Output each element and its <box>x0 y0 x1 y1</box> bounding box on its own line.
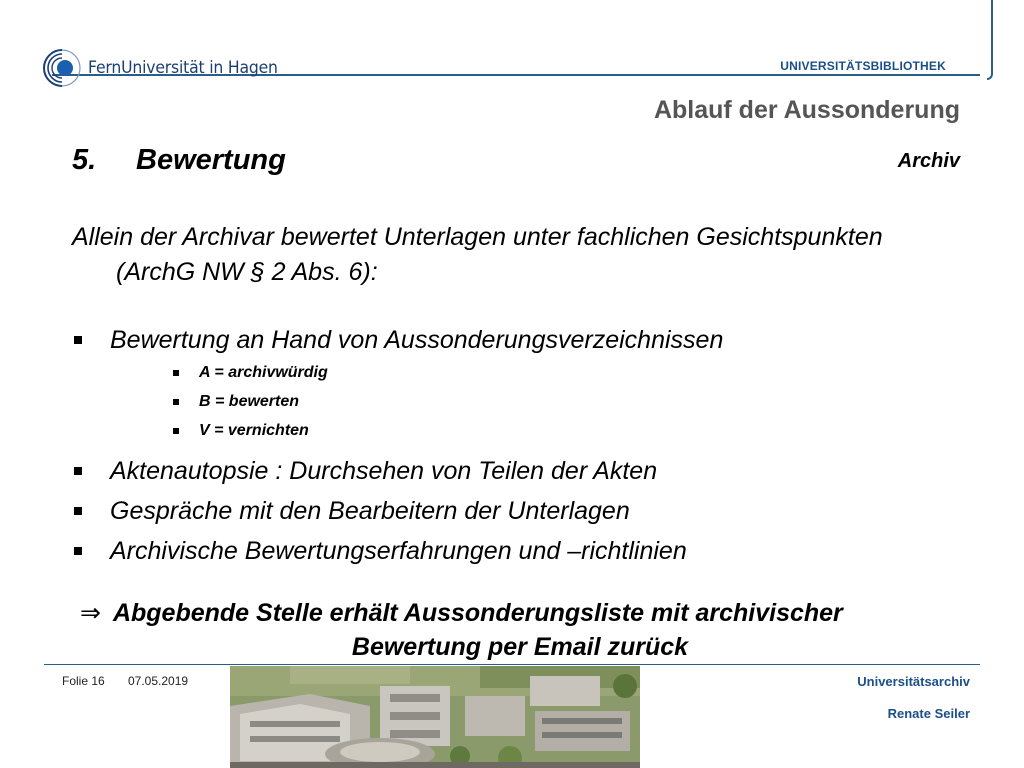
bullet-text: Archivische Bewertungserfahrungen und –richtlinien <box>110 537 687 565</box>
library-label: UNIVERSITÄTSBIBLIOTHEK <box>780 59 946 73</box>
sub-bullet-square-icon <box>173 428 179 434</box>
conclusion <box>80 596 960 664</box>
sub-list <box>72 360 723 447</box>
heading-title: Bewertung <box>136 144 286 176</box>
section-title: Ablauf der Aussonderung <box>653 96 960 124</box>
sub-item-text: B = bewerten <box>199 393 300 410</box>
conclusion-line-1 <box>80 596 960 630</box>
slide-heading <box>72 144 286 177</box>
campus-aerial-image <box>230 666 640 768</box>
bullet-text: Aktenautopsie : Durchsehen von Teilen der Akten <box>110 457 658 485</box>
bullet-item <box>72 533 723 573</box>
sub-list-item <box>72 418 723 447</box>
sub-bullet-square-icon <box>173 370 179 376</box>
sub-item-text: A = archivwürdig <box>199 364 328 381</box>
sub-bullet-square-icon <box>173 399 179 405</box>
conclusion-line-2: Bewertung per Email zurück <box>351 633 689 661</box>
bullet-text: Bewertung an Hand von Aussonderungsverzeichnissen <box>110 326 724 354</box>
bullet-square-icon <box>74 507 82 515</box>
sub-item-text: V = vernichten <box>199 422 309 439</box>
logo-text: FernUniversität in Hagen <box>88 58 278 78</box>
intro-text: Allein der Archivar bewertet Unterlagen unter fachlichen Gesichtspunkten (ArchG NW § 2 Abs. 6): <box>72 223 883 286</box>
conclusion-text-1: Abgebende Stelle erhält Aussonderungsliste mit archivischer <box>112 599 843 627</box>
bullet-item <box>72 493 723 533</box>
implies-arrow-icon: ⇒ <box>80 599 101 627</box>
department-label: Universitätsarchiv <box>857 674 970 689</box>
university-logo <box>40 46 294 90</box>
bullet-text: Gespräche mit den Bearbeitern der Unterlagen <box>110 497 630 525</box>
author-label: Renate Seiler <box>887 706 970 721</box>
bullet-item <box>72 453 723 493</box>
slide-number: Folie 16 <box>62 674 105 688</box>
bullet-list <box>72 322 723 573</box>
heading-number: 5. <box>72 144 97 176</box>
sub-list-item <box>72 360 723 389</box>
campus-photo <box>230 666 640 768</box>
logo-emblem-icon <box>40 46 84 90</box>
archive-tag: Archiv <box>897 150 960 172</box>
sub-list-container <box>72 360 723 447</box>
footer-rule <box>44 664 980 665</box>
sub-list-item <box>72 389 723 418</box>
bullet-square-icon <box>74 336 82 344</box>
bullet-square-icon <box>74 547 82 555</box>
header-frame-corner <box>987 0 993 80</box>
slide-date: 07.05.2019 <box>128 674 189 688</box>
bullet-item <box>72 322 723 362</box>
bullet-square-icon <box>74 467 82 475</box>
